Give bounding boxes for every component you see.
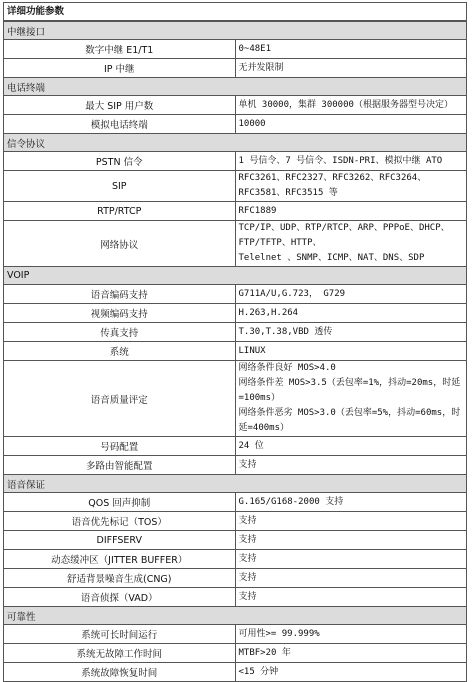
value-line: 1 号信令、7 号信令、ISDN-PRI、模拟中继 ATO	[238, 155, 443, 166]
table-row	[4, 152, 467, 171]
section-header	[4, 22, 467, 40]
param-name: 语音侦探（VAD）	[4, 588, 236, 607]
param-name: 最大 SIP 用户数	[4, 96, 236, 115]
table-row	[4, 531, 467, 550]
section-title: 可靠性	[4, 607, 467, 625]
param-value	[235, 531, 467, 550]
param-name: DIFFSERV	[4, 531, 236, 550]
param-name: 动态缓冲区（JITTER BUFFER）	[4, 550, 236, 569]
param-name: 系统可长时间运行	[4, 625, 236, 644]
param-value	[235, 456, 467, 475]
table-row	[4, 285, 467, 304]
param-value	[235, 437, 467, 456]
param-name: IP 中继	[4, 59, 236, 78]
value-line: <15 分钟	[238, 666, 279, 677]
sheet-title: 详细功能参数	[3, 2, 467, 21]
table-row	[4, 361, 467, 437]
table-row	[4, 59, 467, 78]
value-line: 网络条件恶劣 MOS>3.0（丢包率=5%，抖动=60ms，时延=400ms）	[238, 408, 461, 433]
param-value	[235, 588, 467, 607]
param-value	[235, 569, 467, 588]
table-row	[4, 323, 467, 342]
table-row	[4, 171, 467, 202]
param-name: 多路由智能配置	[4, 456, 236, 475]
value-line: Telelnet 、SNMP、ICMP、NAT、DNS、SDP	[238, 253, 425, 263]
param-name: PSTN 信令	[4, 152, 236, 171]
value-line: 无并发限制	[238, 62, 284, 73]
param-value	[235, 59, 467, 78]
value-line: T.30,T.38,VBD 透传	[238, 326, 333, 337]
param-value	[235, 96, 467, 115]
table-row	[4, 437, 467, 456]
param-name: 模拟电话终端	[4, 115, 236, 134]
value-line: G711A/U,G.723， G729	[238, 288, 346, 299]
param-value	[235, 221, 467, 267]
param-name: 系统	[4, 342, 236, 361]
section-title: 中继接口	[4, 22, 467, 40]
param-name: 舒适背景噪音生成(CNG)	[4, 569, 236, 588]
table-row	[4, 221, 467, 267]
param-name: RTP/RTCP	[4, 202, 236, 221]
value-line: 单机 30000，集群 300000（根据服务器型号决定）	[238, 99, 453, 110]
value-line: 支持	[238, 591, 257, 602]
param-value	[235, 152, 467, 171]
table-row	[4, 644, 467, 663]
value-line: 支持	[238, 553, 257, 564]
param-name: 语音质量评定	[4, 361, 236, 437]
param-name: SIP	[4, 171, 236, 202]
param-name: QOS 回声抑制	[4, 493, 236, 512]
table-row	[4, 663, 467, 682]
section-header	[4, 607, 467, 625]
param-value	[235, 115, 467, 134]
table-row	[4, 493, 467, 512]
value-line: 网络条件差 MOS>3.5（丢包率=1%，抖动=20ms，时延=100ms）	[238, 378, 461, 403]
param-value	[235, 304, 467, 323]
table-row	[4, 342, 467, 361]
param-value	[235, 285, 467, 304]
table-row	[4, 40, 467, 59]
param-name: 网络协议	[4, 221, 236, 267]
param-value	[235, 644, 467, 663]
value-line: G.165/G168-2000 支持	[238, 496, 344, 507]
value-line: H.263,H.264	[238, 307, 299, 318]
param-name: 数字中继 E1/T1	[4, 40, 236, 59]
section-header	[4, 475, 467, 493]
param-value	[235, 493, 467, 512]
param-name: 系统无故障工作时间	[4, 644, 236, 663]
value-line: 0~48E1	[238, 43, 272, 54]
param-value	[235, 361, 467, 437]
table-row	[4, 304, 467, 323]
table-row	[4, 588, 467, 607]
section-header	[4, 267, 467, 285]
param-name: 系统故障恢复时间	[4, 663, 236, 682]
param-value	[235, 171, 467, 202]
section-title: VOIP	[4, 267, 467, 285]
param-value	[235, 323, 467, 342]
param-name: 语音优先标记（TOS）	[4, 512, 236, 531]
param-value	[235, 663, 467, 682]
value-line: 支持	[238, 534, 257, 545]
value-line: RFC1889	[238, 205, 277, 216]
param-name: 传真支持	[4, 323, 236, 342]
param-name: 视频编码支持	[4, 304, 236, 323]
value-line: 支持	[238, 515, 257, 526]
section-title: 信令协议	[4, 134, 467, 152]
table-row	[4, 202, 467, 221]
param-value	[235, 40, 467, 59]
param-value	[235, 512, 467, 531]
value-line: 网络条件良好 MOS>4.0	[238, 363, 336, 373]
param-name: 号码配置	[4, 437, 236, 456]
table-row	[4, 456, 467, 475]
param-value	[235, 202, 467, 221]
value-line: 24 位	[238, 440, 264, 451]
spec-sheet	[3, 2, 467, 682]
section-title: 语音保证	[4, 475, 467, 493]
value-line: 支持	[238, 459, 257, 470]
value-line: MTBF>20 年	[238, 647, 291, 658]
table-row	[4, 512, 467, 531]
table-row	[4, 550, 467, 569]
param-value	[235, 342, 467, 361]
section-title: 电话终端	[4, 78, 467, 96]
value-line: LINUX	[238, 345, 266, 356]
table-row	[4, 96, 467, 115]
section-header	[4, 78, 467, 96]
table-row	[4, 115, 467, 134]
spec-table	[3, 21, 467, 682]
value-line: 可用性>= 99.999%	[238, 628, 320, 639]
value-line: TCP/IP、UDP、RTP/RTCP、ARP、PPPoE、DHCP、FTP/TFTP、HTTP、	[238, 223, 450, 248]
param-value	[235, 625, 467, 644]
section-header	[4, 134, 467, 152]
table-row	[4, 625, 467, 644]
param-name: 语音编码支持	[4, 285, 236, 304]
value-line: 支持	[238, 572, 257, 583]
table-row	[4, 569, 467, 588]
param-value	[235, 550, 467, 569]
value-line: RFC3261、RFC2327、RFC3262、RFC3264、RFC3581、RFC3515 等	[238, 173, 427, 198]
value-line: 10000	[238, 118, 266, 129]
